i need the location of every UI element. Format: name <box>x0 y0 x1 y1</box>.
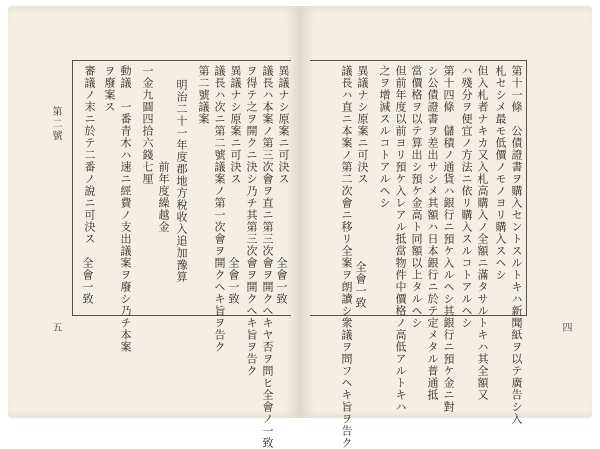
right-col-5: 第十四條 儲積ノ通貨ハ銀行ニ預ケ入ルヘシ其銀行ニ預ケ金ニ對 <box>442 65 455 413</box>
right-page <box>300 6 592 449</box>
left-col-4: 異議ナシ原案ニ可決ス <box>229 65 242 185</box>
right-text-frame <box>310 60 527 449</box>
left-page-number: 五 <box>50 322 61 334</box>
right-tail-unanimous: 全會一致 <box>354 261 367 309</box>
left-tail-unanimous-1: 全會一致 <box>275 257 288 305</box>
right-col-4: ハ殘分ヲ便宜ノ方法ニ依リ購入スルコトアルヘシ <box>460 65 473 329</box>
left-col-10: 動議 一番青木ハ速ニ經費ノ支出議案ヲ廢シ乃チ本案 <box>119 65 132 353</box>
right-page-number: 四 <box>560 322 571 334</box>
right-col-10: 異議ナシ原案ニ可決ス <box>356 65 369 185</box>
left-col-3: ヲ得テ之ヲ開クニ決シ乃チ其第三次會ヲ開クヘキ旨ヲ告ク <box>245 65 258 377</box>
left-tail-unanimous-2: 全會一致 <box>227 257 240 305</box>
left-col-7: 明治二十一年度郡地方稅收入追加豫算 <box>175 79 188 283</box>
left-col-5: 議長ハ次ニ第二號議案ノ第一次會ヲ開クヘキ旨ヲ告ク <box>213 65 226 353</box>
left-col-8: 前年度繰越金 <box>157 161 170 233</box>
right-col-3: 但入札者ナキカ又入札高購入ノ全額ニ滿タサルトキハ其全額又 <box>476 65 489 401</box>
open-book <box>8 6 592 449</box>
left-col-9: 一金九圓四拾六錢七厘 <box>141 65 154 185</box>
left-side-label: 第二號 <box>50 106 61 142</box>
right-col-8: 但前年度以前ヨリ預ケ入レアル抵當物件中價格ノ高低アルトキハ <box>394 65 407 413</box>
right-col-2: 札セシメ最モ低價ノモノヨリ購入スヘシ <box>494 65 507 281</box>
left-page <box>8 6 300 449</box>
right-col-6: シ公債證書ヲ差出サシメ其額ハ日本銀行ニ於テ定メタル普通抵 <box>426 65 439 401</box>
left-col-1: 異議ナシ原案ニ可決ス <box>277 65 290 185</box>
right-col-9: 之ヲ增減スルコトアルヘシ <box>378 65 391 209</box>
left-col-6: 第二號議案 <box>197 65 210 125</box>
right-col-7: 當價格ヲ以テ算出シ預ケ金高ト同額以上タルヘシ <box>410 65 423 329</box>
right-col-11: 議長ハ直ニ本案ノ第二次會ニ移リ全案ヲ朗讀シ衆議ヲ問フヘキ旨ヲ告ク <box>340 65 353 449</box>
left-col-12: 審議ノ末ニ於テ二番ノ說ニ可決ス <box>83 65 96 245</box>
left-col-11: ヲ廢案ス <box>103 65 116 113</box>
left-tail-unanimous-3: 全會一致 <box>81 257 94 305</box>
right-col-1: 第十一條 公債證書ヲ購入セントスルトキハ新聞紙ヲ以テ廣告シ入 <box>510 65 523 425</box>
left-col-2: 議長ハ本案ノ第三次會ヲ直ニ第三次會ヲ開クヘキヤ否ヲ問ヒ全會ノ一致 <box>261 65 274 449</box>
left-text-frame <box>72 60 291 449</box>
